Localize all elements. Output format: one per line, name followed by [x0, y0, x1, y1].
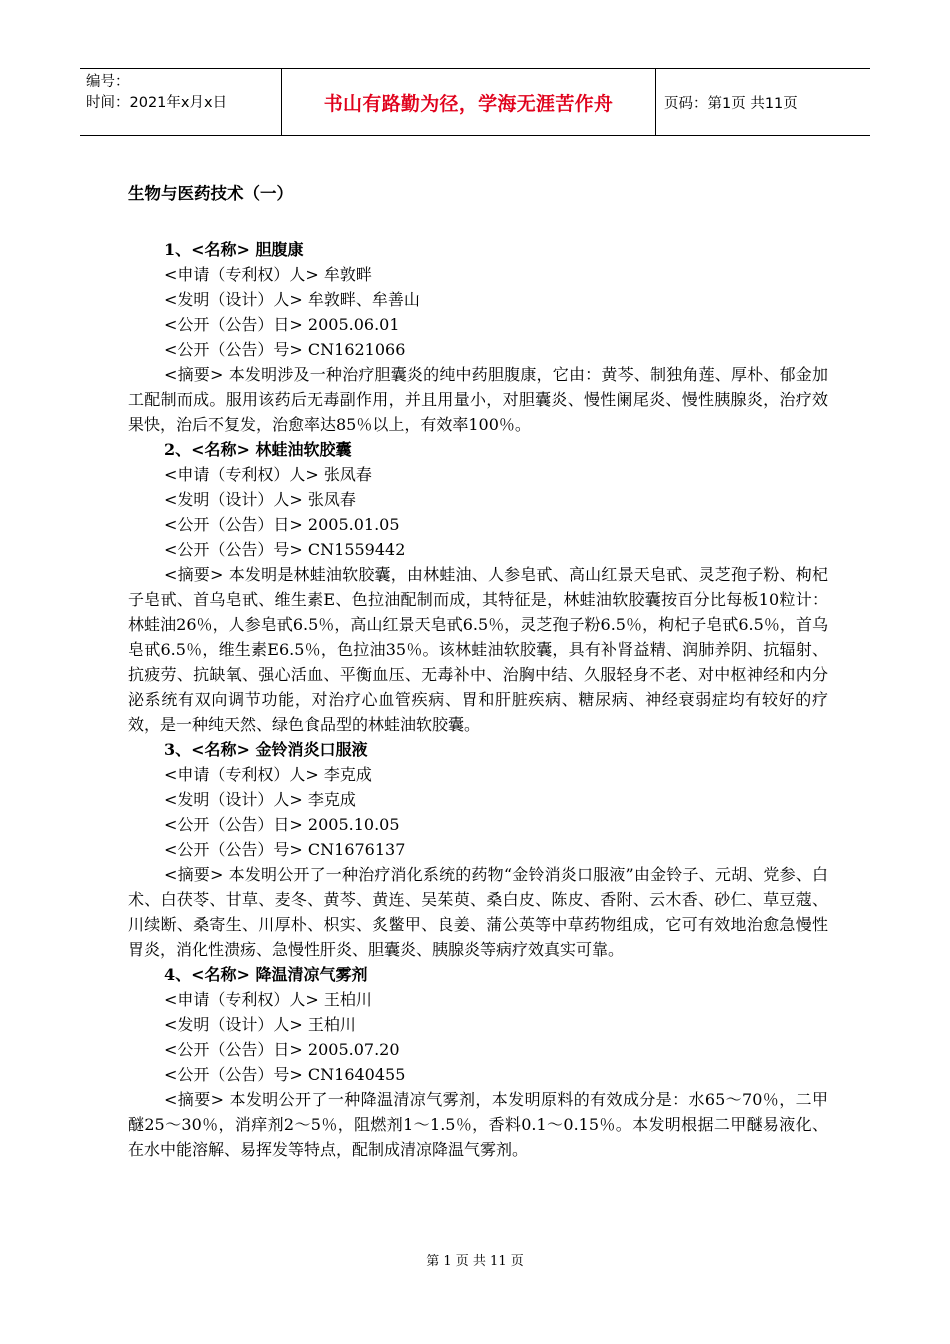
patent-entry-2 — [128, 437, 828, 737]
header-page-info: 页码：第1页 共11页 — [664, 95, 798, 112]
header-slogan: 书山有路勤为径，学海无涯苦作舟 — [282, 69, 656, 135]
entry-applicant: <申请（专利权）人> 王柏川 — [164, 990, 372, 1009]
entry-abstract: <摘要> 本发明是林蛙油软胶囊，由林蛙油、人参皂甙、高山红景天皂甙、灵芝孢子粉、枸杞子皂甙、首乌皂甙、维生素E、色拉油配制而成，其特征是，林蛙油软胶囊按百分比每板10粒计：林蛙油26％，人参皂甙6.5％，高山红景天皂甙6.5％，灵芝孢子粉6.5％，枸杞子皂甙6.5％，首乌皂甙6.5％，维生素E6.5％，色拉油35％。该林蛙油软胶囊，具有补肾益精、润肺养阴、抗辐射、抗疲劳、抗缺氧、强心活血、平衡血压、无毒补中、治胸中结、久服轻身不老、对中枢神经和内分泌系统有双向调节功能，对治疗心血管疾病、胃和肝脏疾病、糖尿病、神经衰弱症均有较好的疗效，是一种纯天然、绿色食品型的林蛙油软胶囊。 — [128, 565, 828, 734]
entry-inventor: <发明（设计）人> 张凤春 — [164, 490, 356, 509]
entry-pub-no: <公开（公告）号> CN1621066 — [164, 340, 406, 359]
page-header — [80, 68, 870, 136]
document-body — [128, 237, 828, 1162]
entry-title: 3、<名称> 金铃消炎口服液 — [164, 740, 368, 759]
entry-title: 1、<名称> 胆腹康 — [164, 240, 304, 259]
entry-inventor: <发明（设计）人> 牟敦畔、牟善山 — [164, 290, 420, 309]
entry-pub-date: <公开（公告）日> 2005.06.01 — [164, 315, 400, 334]
number-label: 编号： — [86, 74, 130, 90]
entry-inventor: <发明（设计）人> 王柏川 — [164, 1015, 356, 1034]
entry-pub-date: <公开（公告）日> 2005.10.05 — [164, 815, 400, 834]
entry-abstract: <摘要> 本发明公开了一种降温清凉气雾剂，本发明原料的有效成分是：水65～70％，二甲醚25～30％，消痒剂2～5％，阻燃剂1～1.5％，香料0.1～0.15％。本发明根据二甲醚易液化、在水中能溶解、易挥发等特点，配制成清凉降温气雾剂。 — [128, 1090, 828, 1159]
entry-applicant: <申请（专利权）人> 李克成 — [164, 765, 372, 784]
entry-abstract: <摘要> 本发明涉及一种治疗胆囊炎的纯中药胆腹康，它由：黄芩、制独角莲、厚朴、郁金加工配制而成。服用该药后无毒副作用，并且用量小，对胆囊炎、慢性阑尾炎、慢性胰腺炎，治疗效果快，治后不复发，治愈率达85％以上，有效率100％。 — [128, 365, 828, 434]
entry-applicant: <申请（专利权）人> 张凤春 — [164, 465, 372, 484]
time-label: 时间：2021年x月x日 — [86, 95, 228, 111]
patent-entry-4 — [128, 962, 828, 1162]
entry-title: 2、<名称> 林蛙油软胶囊 — [164, 440, 352, 459]
entry-title: 4、<名称> 降温清凉气雾剂 — [164, 965, 368, 984]
header-meta — [80, 69, 282, 135]
entry-applicant: <申请（专利权）人> 牟敦畔 — [164, 265, 372, 284]
page-footer: 第 1 页 共 11 页 — [426, 1254, 524, 1269]
entry-abstract: <摘要> 本发明公开了一种治疗消化系统的药物“金铃消炎口服液”由金铃子、元胡、党参、白术、白茯苓、甘草、麦冬、黄芩、黄连、吴茱萸、桑白皮、陈皮、香附、云木香、砂仁、草豆蔻、川续断、桑寄生、川厚朴、枳实、炙鳖甲、良姜、蒲公英等中草药物组成，它可有效地治愈急慢性胃炎，消化性溃疡、急慢性肝炎、胆囊炎、胰腺炎等病疗效真实可靠。 — [128, 865, 828, 959]
patent-entry-1 — [128, 237, 828, 437]
entry-inventor: <发明（设计）人> 李克成 — [164, 790, 356, 809]
entry-pub-date: <公开（公告）日> 2005.07.20 — [164, 1040, 400, 1059]
patent-entry-3 — [128, 737, 828, 962]
entry-pub-no: <公开（公告）号> CN1640455 — [164, 1065, 406, 1084]
entry-pub-no: <公开（公告）号> CN1559442 — [164, 540, 406, 559]
entry-pub-no: <公开（公告）号> CN1676137 — [164, 840, 406, 859]
document-title: 生物与医药技术（一） — [128, 184, 293, 203]
entry-pub-date: <公开（公告）日> 2005.01.05 — [164, 515, 400, 534]
